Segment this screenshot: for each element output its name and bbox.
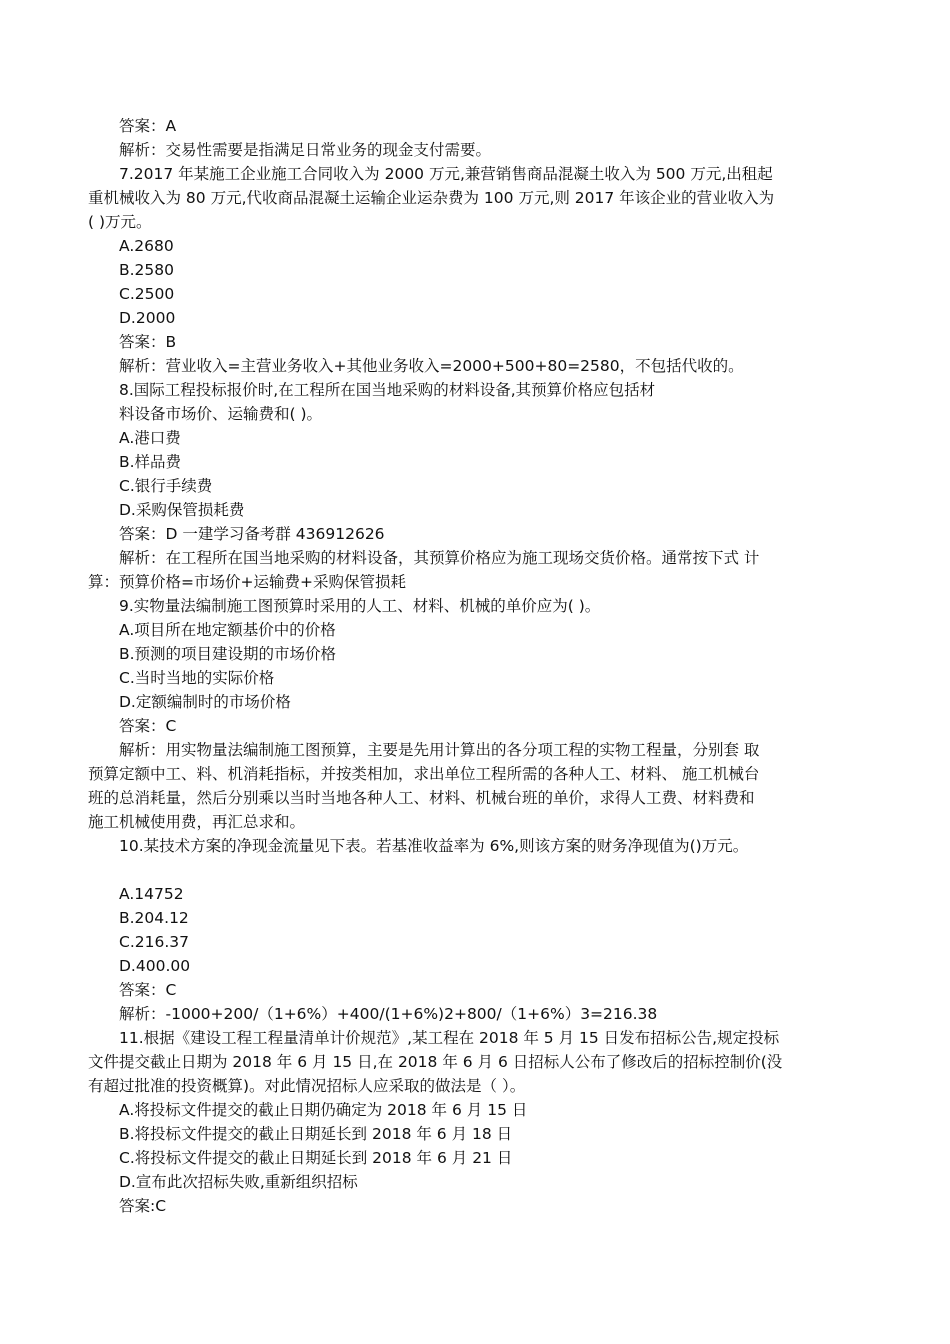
option-a: A.将投标文件提交的截止日期仍确定为 2018 年 6 月 15 日	[119, 1101, 528, 1119]
option-b: B.预测的项目建设期的市场价格	[119, 645, 337, 663]
question-11-text: 文件提交截止日期为 2018 年 6 月 15 日,在 2018 年 6 月 6 日招标人公布了修改后的招标控制价(没	[88, 1053, 783, 1071]
explanation-line: 解析：用实物量法编制施工图预算，主要是先用计算出的各分项工程的实物工程量，分别套 取	[119, 741, 760, 759]
explanation-line: 预算定额中工、料、机消耗指标，并按类相加，求出单位工程所需的各种人工、材料、 施工机械台	[88, 765, 760, 783]
answer-line: 答案:C	[119, 1197, 167, 1215]
option-a: A.14752	[119, 885, 184, 903]
option-b: B.样品费	[119, 453, 182, 471]
document-page	[88, 114, 868, 1218]
answer-line: 答案：A	[119, 117, 177, 135]
option-c: C.216.37	[119, 933, 189, 951]
option-d: D.2000	[119, 309, 176, 327]
option-b: B.将投标文件提交的截止日期延长到 2018 年 6 月 18 日	[119, 1125, 513, 1143]
question-8-text: 料设备市场价、运输费和( )。	[119, 405, 323, 423]
explanation-line: 解析：交易性需要是指满足日常业务的现金支付需要。	[119, 141, 492, 159]
question-7-text: ( )万元。	[88, 213, 152, 231]
option-a: A.项目所在地定额基价中的价格	[119, 621, 336, 639]
question-11-text: 11.根据《建设工程工程量清单计价规范》,某工程在 2018 年 5 月 15 日发布招标公告,规定投标	[119, 1029, 780, 1047]
explanation-line: 解析：在工程所在国当地采购的材料设备，其预算价格应为施工现场交货价格。通常按下式 计	[119, 549, 760, 567]
answer-line: 答案：C	[119, 717, 177, 735]
option-c: C.银行手续费	[119, 477, 213, 495]
explanation-line: 解析：-1000+200/（1+6%）+400/(1+6%)2+800/（1+6%）3=216.38	[119, 1005, 658, 1023]
option-b: B.2580	[119, 261, 175, 279]
question-7-text: 7.2017 年某施工企业施工合同收入为 2000 万元,兼营销售商品混凝土收入为 500 万元,出租起	[119, 165, 773, 183]
option-a: A.港口费	[119, 429, 181, 447]
option-d: D.400.00	[119, 957, 191, 975]
explanation-line: 算：预算价格=市场价+运输费+采购保管损耗	[88, 573, 406, 591]
blank-line	[88, 858, 868, 882]
option-c: C.2500	[119, 285, 175, 303]
explanation-line: 班的总消耗量，然后分别乘以当时当地各种人工、材料、机械台班的单价，求得人工费、材料费和	[88, 789, 755, 807]
answer-line: 答案：C	[119, 981, 177, 999]
option-d: D.定额编制时的市场价格	[119, 693, 291, 711]
answer-line: 答案：D 一建学习备考群 436912626	[119, 525, 385, 543]
option-c: C.将投标文件提交的截止日期延长到 2018 年 6 月 21 日	[119, 1149, 513, 1167]
question-8-text: 8.国际工程投标报价时,在工程所在国当地采购的材料设备,其预算价格应包括材	[119, 381, 656, 399]
question-9-text: 9.实物量法编制施工图预算时采用的人工、材料、机械的单价应为( )。	[119, 597, 601, 615]
question-10-text: 10.某技术方案的净现金流量见下表。若基准收益率为 6%,则该方案的财务净现值为()万元。	[119, 837, 749, 855]
option-d: D.宣布此次招标失败,重新组织招标	[119, 1173, 358, 1191]
option-c: C.当时当地的实际价格	[119, 669, 275, 687]
option-d: D.采购保管损耗费	[119, 501, 245, 519]
question-11-text: 有超过批准的投资概算)。对此情况招标人应采取的做法是（ ）。	[88, 1077, 526, 1095]
option-b: B.204.12	[119, 909, 189, 927]
explanation-line: 施工机械使用费，再汇总求和。	[88, 813, 306, 831]
question-7-text: 重机械收入为 80 万元,代收商品混凝土运输企业运杂费为 100 万元,则 2017 年该企业的营业收入为	[88, 189, 775, 207]
explanation-line: 解析：营业收入=主营业务收入+其他业务收入=2000+500+80=2580，不包括代收的。	[119, 357, 744, 375]
option-a: A.2680	[119, 237, 174, 255]
answer-line: 答案：B	[119, 333, 177, 351]
